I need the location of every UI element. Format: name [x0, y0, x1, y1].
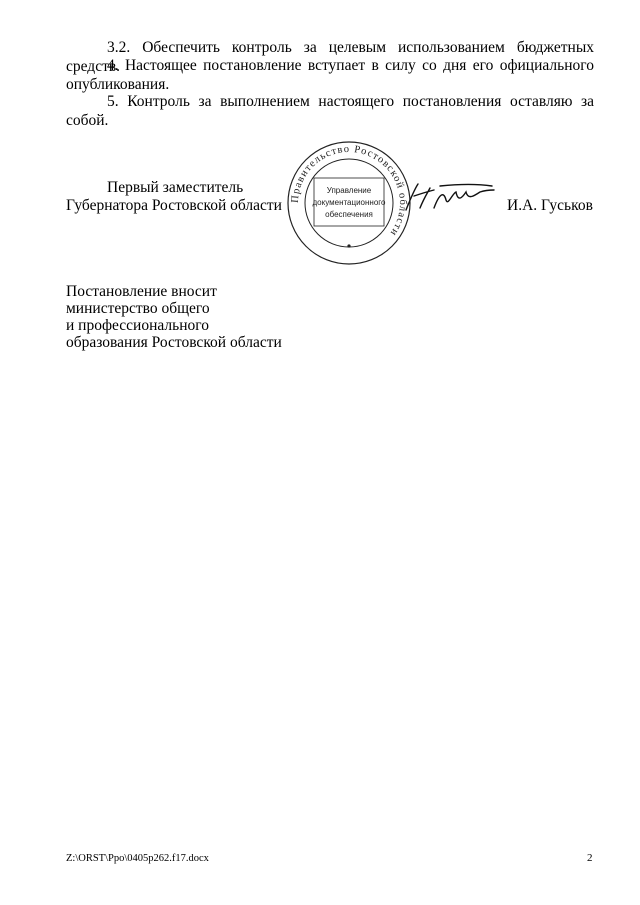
official-stamp	[286, 140, 412, 266]
stamp-outer-text: Правительство Ростовской области	[289, 143, 409, 239]
note-line: и профессионального	[66, 317, 209, 334]
paragraph-3-2: 3.2. Обеспечить контроль за целевым использованием бюджетных средств.	[66, 39, 594, 75]
paragraph-4: 4. Настоящее постановление вступает в силу со дня его официального опубликования.	[66, 57, 594, 93]
page-number: 2	[587, 852, 593, 864]
signatory-title-line1: Первый заместитель	[107, 179, 244, 196]
footer-file-path: Z:\ORST\Ppo\0405p262.f17.docx	[66, 853, 209, 864]
stamp-inner-line2: документационного	[312, 198, 386, 207]
note-line: образования Ростовской области	[66, 334, 282, 351]
note-line: министерство общего	[66, 300, 210, 317]
handwritten-signature	[400, 180, 496, 216]
note-line: Постановление вносит	[66, 283, 217, 300]
signatory-name: И.А. Гуськов	[507, 197, 593, 214]
paragraph-5: 5. Контроль за выполнением настоящего постановления оставляю за собой.	[66, 93, 594, 129]
signatory-title-line2: Губернатора Ростовской области	[66, 197, 282, 214]
stamp-inner-line3: обеспечения	[325, 210, 373, 219]
stamp-inner-line1: Управление	[326, 186, 372, 195]
submitted-by-note	[66, 283, 282, 351]
